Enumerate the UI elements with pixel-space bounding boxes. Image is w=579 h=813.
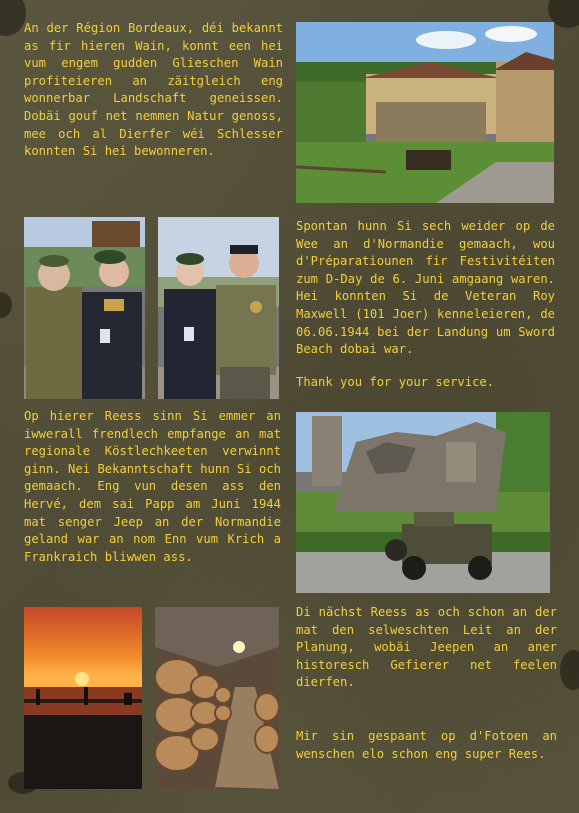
ink-stain [0,292,12,318]
veterans-photo-2 [158,217,279,399]
ink-stain [0,0,26,36]
wine-cellar-photo [155,607,279,789]
paragraph-closing: Mir sin gespaant op d'Fotoen an wenschen elo schon eng super Rees. [296,729,557,761]
paragraph-next-trip: Di nächst Reess as och schon an der mat den selweschten Leit an der Planung, wobäi Jeepen an aner historesch Gefierer net feelen dierfen. [296,605,557,690]
village-photo [296,22,554,203]
paragraph-thanks: Thank you for your service. [296,375,495,389]
ink-stain [560,650,579,690]
paragraph-bordeaux: An der Région Bordeaux, déi bekannt as fir hieren Wain, konnt een hei vum engem gudden Glieschen Wain profiteieren an zäitgleich eng wonnerbar Landschaft geneissen. Dobäi gouf net nemmen Natur genoss, mee och al Dierfer wéi Schlesser konnten Si hei bewonneren. [24,21,283,159]
ruins-jeep-photo [296,412,550,593]
sunset-photo [24,607,142,789]
paragraph-normandie: Spontan hunn Si sech weider op de Wee an d'Normandie gemaach, wou d'Préparatiounen fir Festivitéiten zum D-Day de 6. Juni amgaang waren. Hei konnten Si de Veteran Roy Maxwell (101 Joer) kenneleieren, de 06.06.1944 bei der Landung um Sword Beach dobai war. [296,219,555,357]
veterans-photo-1 [24,217,145,399]
paragraph-herve: Op hierer Reess sinn Si emmer an iwwerall frendlech empfange an mat regionale Köstlechkeeten verwinnt ginn. Nei Bekanntschaft hunn Si och gemaach. Eng vun desen ass den Hervé, dem sai Papp am Juni 1944 mat senger Jeep an der Normandie geland war an nom Enn vum Krich a Frankraich bliwwen ass. [24,409,281,564]
